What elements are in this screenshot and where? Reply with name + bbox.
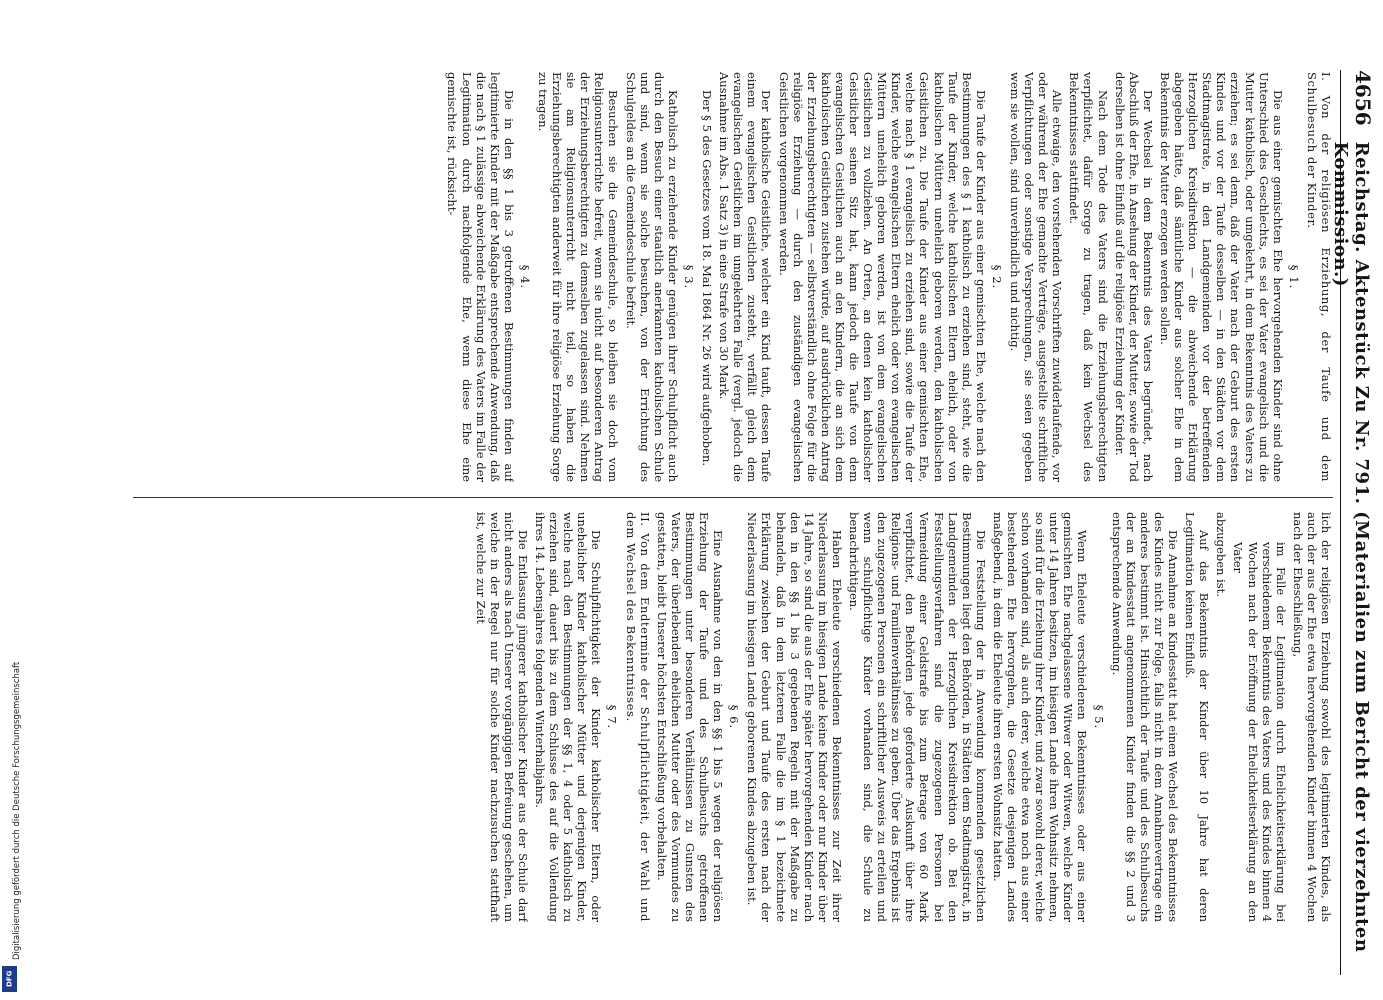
section-heading-1: I. Von der religiösen Erziehung, der Taufe und dem Schulbesuch der Kinder. bbox=[1304, 72, 1333, 482]
paragraph-text: Der Wechsel in dem Bekenntnis des Vaters begründet, nach Abschluß der Ehe, in Ansehung der Kinder, der Mutter, sowie der Tod derselben ist ohne Einfluß auf die religiöse Erziehung der Kinder. bbox=[1112, 72, 1155, 482]
header-rule bbox=[1340, 70, 1341, 975]
paragraph-text: im Falle der Legitimation durch Ehelichkeitserklärung bei verschiedenem Bekenntnis des Vaters und des Kindes binnen 4 Wochen nach der Eröffnung der Ehelichkeitserklärung an den Vater bbox=[1231, 542, 1288, 922]
paragraph-text: Der katholische Geistliche, welcher ein Kind tauft, dessen Taufe einem evangelischen Geistlichen zusteht, verfällt gleich dem evangelischen Geistlichen im umgekehrten Falle (vergl. jedoch die Ausnahme im Abs. 1 Satz 3) in eine Strafe von 30 Mark. bbox=[717, 72, 774, 482]
paragraph-text: Die in den §§ 1 bis 3 getroffenen Bestimmungen finden auf legitimierte Kinder mit der Maßgabe entsprechende Anwendung, daß die nach § 1 zulässige abweichende Erklärung des Vaters im Falle der Legitimation durch nachfolgende Ehe, wenn diese Ehe eine gemischte ist, rücksicht- bbox=[445, 72, 516, 482]
paragraph-text: Die Annahme an Kindesstatt hat einen Wechsel des Bekenntnisses des Kindes nicht zur Folge, falls nicht in dem Annahmevertrage ein anderes bestimmt ist. Hinsichtlich der Taufe und des Schulbesuchs der an Kindesstatt angenommenen Kinder finden die §§ 2 und 3 entsprechende Anwendung. bbox=[1109, 512, 1181, 922]
paragraph-title-3: § 3. bbox=[681, 264, 696, 290]
digitization-note: Digitalisierung gefördert durch die Deutsche Forschungsgemeinschaft bbox=[12, 661, 22, 960]
section-heading-2: II. Von dem Endtermine der Schulpflichtigkeit, der Wahl und dem Wechsel des Bekenntnisses. bbox=[623, 512, 652, 922]
paragraph-text: lich der religiösen Erziehung sowohl des legitimierten Kindes, als auch der aus der Ehe etwa hervorgehenden Kinder binnen 4 Wochen nach der Eheschließung, bbox=[1290, 512, 1333, 922]
paragraph-text: Eine Ausnahme von den in den §§ 1 bis 5 wegen der religiösen Erziehung der Taufe und des Schulbesuchs getroffenen Bestimmungen unter besonderen Verhältnissen zu Gunsten des Vaters, der überlebenden ehelichen Mutter oder des Vormundes zu gestatten, bleibt Unserer höchsten Entschließung vorbehalten. bbox=[654, 512, 726, 922]
paragraph-text: Die Taufe der Kinder aus einer gemischten Ehe, welche nach den Bestimmungen des § 1 katholisch zu erziehen sind, steht, wie die Taufe der Kinder, welche katholischen Eltern ehelich, oder von katholischen Müttern unehelich geboren werden, den katholischen Geistlichen zu. Die Taufe der Kinder aus einer gemischten Ehe, welche nach § 1 evangelisch zu erziehen sind, sowie die Taufe der Kinder, welche evangelischen Eltern ehelich oder von evangelischen Müttern unehelich geboren werden, ist von dem evangelischen Geistlichen zu vollziehen. An Orten, an denen kein katholischer Geistlicher seinen Sitz hat, kann jedoch die Taufe von dem evangelischen Geistlichen auch an den Kindern, die an sich dem katholischen Geistlichen zustehen würde, auf ausdrücklichen Antrag der Erziehungsberechtigten — selbstverständlich ohne Folge für die religiöse Erziehung — durch den zuständigen evangelischen Geistlichen vorgenommen werden. bbox=[776, 72, 988, 482]
paragraph-text: Die aus einer gemischten Ehe hervorgehenden Kinder sind ohne Unterschied des Geschlechts, es sei der Vater evangelisch und die Mutter katholisch, oder umgekehrt, in dem Bekenntnis des Vaters zu erziehen; es sei denn, daß der Vater nach der Geburt des ersten Kindes und vor der Taufe desselben — in den Städten vor dem Stadtmagistrate, in den Landgemeinden vor der betreffenden Herzoglichen Kreisdirektion — die abweichende Erklärung abgegeben hätte, daß sämtliche Kinder aus solcher Ehe in dem Bekenntnis der Mutter erzogen werden sollen. bbox=[1157, 72, 1285, 482]
paragraph-text: Die Feststellung der in Anwendung kommenden gesetzlichen Bestimmungen liegt den Behörden, in Städten dem Stadtmagistrat, in Landgemeinden der Herzoglichen Kreisdirektion ob. Bei den Feststellungsverfahren sind die zugezogenen Personen bei Vermeidung einer Geldstrafe bis zum Betrage von 60 Mark verpflichtet, den Behörden jede geforderte Auskunft über ihre Religions- und Familienverhältnisse zu geben. Über das Ergebnis ist den zugezogenen Personen ein schriftlicher Ausweis zu erteilen und wenn schulpflichtige Kinder vorhanden sind, die Schule zu benachrichtigen. bbox=[847, 512, 988, 922]
paragraph-text: Nach dem Tode des Vaters sind die Erziehungsberechtigten verpflichtet, dafür Sorge zu tragen, daß kein Wechsel des Bekenntnisses stattfindet. bbox=[1067, 72, 1110, 482]
paragraph-title-5: § 5. bbox=[1091, 704, 1106, 730]
paragraph-text: Die Schulpflichtigkeit der Kinder katholischer Eltern, oder unehelicher Kinder katholischer Mütter und derjenigen Kinder, welche nach den Bestimmungen der §§ 1, 4 oder 5 katholisch zu erziehen sind, dauert bis zu dem Schlusse des auf die Vollendung ihres 14. Lebensjahres folgenden Winterhalbjahrs. bbox=[533, 512, 604, 922]
margin-strip bbox=[0, 0, 20, 1000]
paragraph-title-1: § 1. bbox=[1286, 264, 1301, 290]
dfg-logo: DFG bbox=[2, 966, 17, 992]
paragraph-text: Der § 5 des Gesetzes vom 18. Mai 1864 Nr. 26 wird aufgehoben. bbox=[700, 90, 715, 467]
paragraph-title-4: § 4. bbox=[517, 264, 532, 290]
column-separator bbox=[133, 497, 1333, 498]
running-title: Reichstag. Aktenstück Zu Nr. 791. (Materialien zum Bericht der vierzehnten Kommission.) bbox=[1330, 141, 1372, 953]
paragraph-text: Die Entlassung jüngerer katholischer Kinder aus der Schule darf nicht anders als nach Unserer vorgängigen Befreiung geschehen, um welche in der Regel nur für solche Kinder nachzusuchen stattfhaft ist, welche zur Zeit bbox=[473, 512, 530, 922]
document-page bbox=[83, 0, 1383, 1000]
paragraph-title-6: § 6. bbox=[727, 704, 742, 730]
paragraph-text: Auf das Bekenntnis der Kinder über 10 Jahre hat deren Legitimation keinen Einfluß. bbox=[1183, 512, 1212, 922]
paragraph-text: Haben Eheleute verschiedenen Bekenntnisses zur Zeit ihrer Niederlassung im hiesigen Lande keine Kinder oder nur Kinder über 14 Jahre, so sind die aus der Ehe später hervorgehenden Kinder nach den in den §§ 1 bis 3 gegebenen Regeln mit der Maßgabe zu behandeln, daß in dem letzteren Falle die im § 1 bezeichnete Erklärung zwischen der Geburt und Taufe des ersten nach der Niederlassung im hiesigen Lande geborenen Kindes abzugeben ist. bbox=[745, 512, 844, 922]
paragraph-text: Wenn Eheleute verschiedenen Bekenntnisses oder aus einer gemischten Ehe nachgelassene Witwer oder Witwen, welche Kinder unter 14 Jahren besitzen, im hiesigen Lande ihren Wohnsitz nehmen, so sind für die Erziehung ihrer Kinder, und zwar sowohl derer, welche schon vorhanden sind, als auch derer, welche etwa noch aus einer bestehenden Ehe hervorgehen, die Gesetze desjenigen Landes maßgebend, in dem die Eheleute ihren ersten Wohnsitz hatten. bbox=[990, 512, 1090, 922]
left-column bbox=[123, 72, 1333, 482]
page-header bbox=[1330, 70, 1375, 970]
right-column bbox=[123, 512, 1333, 922]
paragraph-text: Katholisch zu erziehende Kinder genügen ihrer Schulpflicht auch durch den Besuch einer staatlich anerkannten katholischen Schule und sind, wenn sie solche besuchen, von der Errichtung des Schulgeldes an die Gemeindeschule befreit. bbox=[623, 72, 680, 482]
paragraph-text: Alle etwaige, den vorstehenden Vorschriften zuwiderlaufende, vor oder während der Ehe gemachte Verträge, ausgestellte schriftliche Verpflichtungen oder sonstige Versprechungen, sie seien gegeben wem sie wollen, sind unverbindlich und nichtig. bbox=[1008, 72, 1065, 482]
page-number: 4656 bbox=[1351, 70, 1375, 126]
paragraph-title-2: § 2. bbox=[989, 264, 1004, 290]
paragraph-text: abzugeben ist. bbox=[1214, 512, 1229, 597]
paragraph-text: Besuchen sie die Gemeindeschule, so bleiben sie doch vom Religionsunterrichte befreit, wenn sie nicht auf besonderen Antrag der Erziehungsberechtigten zu demselben zugelassen sind. Nehmen sie am Religionsunterricht nicht teil, so haben die Erziehungsberechtigten anderweit für ihre religiöse Erziehung Sorge zu tragen. bbox=[536, 72, 621, 482]
paragraph-title-7: § 7. bbox=[605, 704, 620, 730]
